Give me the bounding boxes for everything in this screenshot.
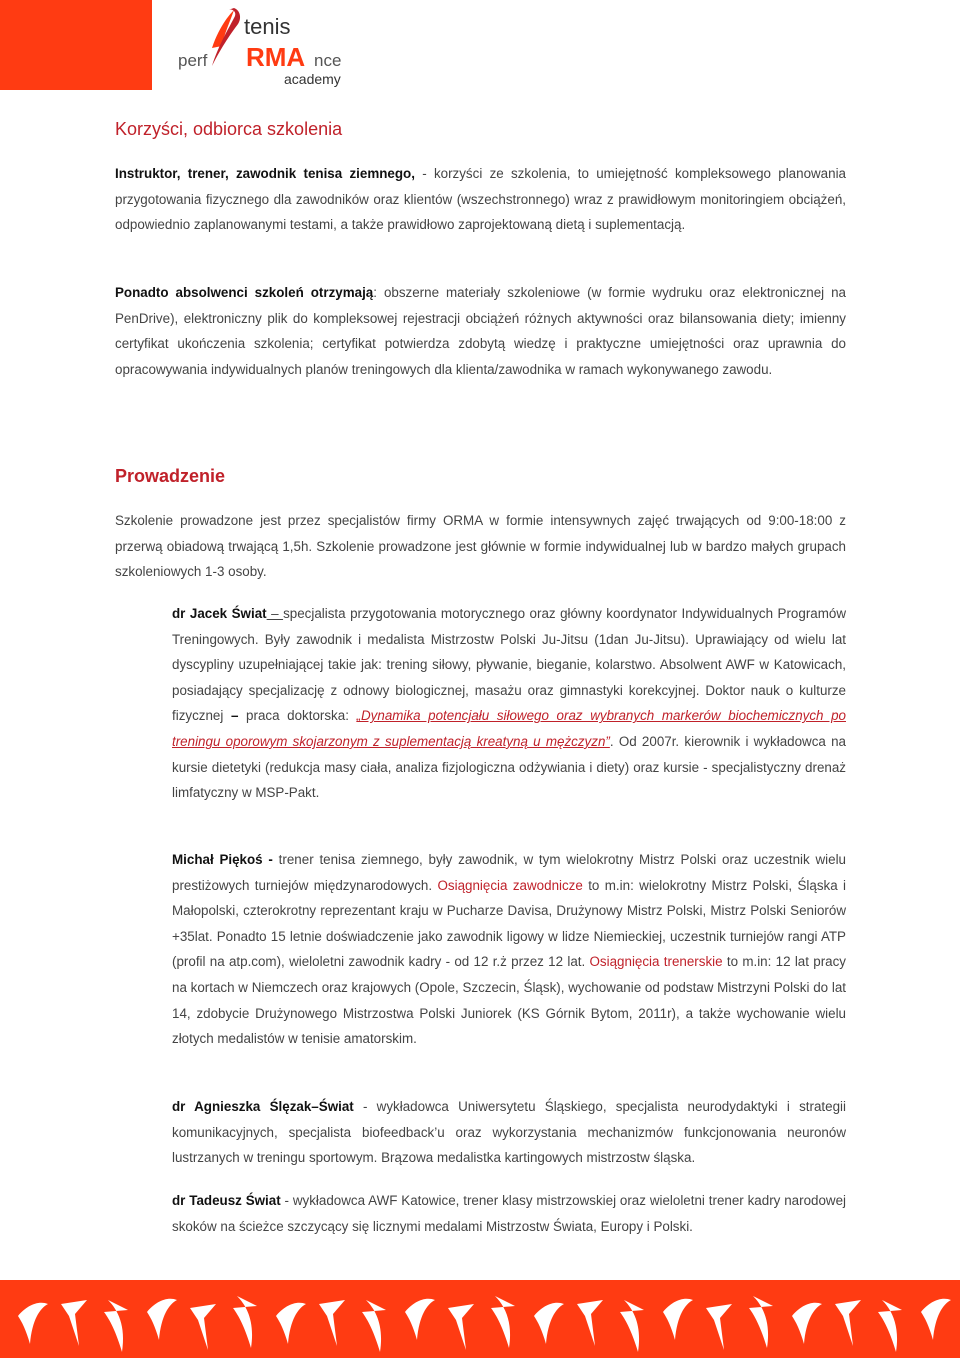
instructor-bio: trener tenisa ziemnego, były zawodnik, w tym wielokrotny Mistrz Polski oraz uczestnik wielu prestiżowych turniejów międzynarodowych. <box>172 852 846 893</box>
graduates-lead: Ponadto absolwenci szkoleń otrzymają <box>115 285 374 300</box>
footer-figure-icon <box>233 1296 257 1348</box>
graduates-text: : obszerne materiały szkoleniowe (w formie wydruku oraz elektronicznej na PenDrive), elektroniczny plik do kompleksowej rejestracji obciążeń różnych aktywności oraz bilansowania diety; imienny certyfikat ukończenia szkolenia; certyfikat potwierdza zdobytą wiedzę i praktyczne umiejętności oraz uprawnia do opracowywania indywidualnych planów treningowych dla klienta/zawodnika w ramach wykonywanego zawodu. <box>115 285 846 377</box>
thesis-title: „Dynamika potencjału siłowego oraz wybranych markerów biochemicznych po treningu oporowym skojarzonym z suplementacją kreatyną u mężczyzn” <box>172 708 846 749</box>
logo-academy-text: academy <box>284 71 341 87</box>
footer-figure-icon <box>706 1304 732 1350</box>
section-title-benefits: Korzyści, odbiorca szkolenia <box>115 119 343 139</box>
footer-figure-icon <box>620 1300 644 1352</box>
benefits-paragraph <box>115 161 846 238</box>
achievements-coach-label: Osiągnięcia trenerskie <box>589 954 723 970</box>
instructor-bio: specjalista przygotowania motorycznego oraz główny koordynator Indywidualnych Programów Treningowych. Były zawodnik i medalista Mistrzostw Polski Ju-Jitsu (1dan Ju-Jitsu). Uprawiający od wielu lat dyscypliny uzupełniającej takie jak: trening siłowy, pływanie, bieganie, kolarstwo. Absolwent AWF w Katowicach, posiadający specjalizację z odnowy biologicznej, masażu oraz gimnastyki korekcyjnej. Doktor nauk o kulturze fizycznej <box>172 606 846 724</box>
logo-tenis-text: tenis <box>244 14 291 39</box>
instructor-name: dr Agnieszka Ślęzak–Świat <box>172 1099 354 1114</box>
graduates-paragraph <box>115 280 846 382</box>
instructor-agnieszka-slezak-swiat <box>172 1094 846 1171</box>
footer-figure-icon <box>319 1300 345 1346</box>
header-color-block <box>0 0 152 90</box>
footer-figure-icon <box>792 1303 822 1344</box>
logo-nce-text: nce <box>314 51 342 70</box>
logo-perf-text: perf <box>178 51 208 70</box>
instructor-name: Michał Piękoś - <box>172 852 273 867</box>
footer-figure-icon <box>362 1300 386 1352</box>
instructor-bio: - wykładowca AWF Katowice, trener klasy mistrzowskiej oraz wieloletni trener kadry narodowej skoków na ścieżce szczycący się licznymi medalami Mistrzostw Świata, Europy i Polski. <box>172 1193 846 1234</box>
instructor-michal-piekos <box>172 847 846 1052</box>
section-title-lead: Prowadzenie <box>115 466 226 486</box>
footer-figure-icon <box>491 1296 515 1348</box>
footer-figure-icon <box>878 1300 902 1352</box>
instructor-name: dr Tadeusz Świat <box>172 1193 281 1208</box>
instructor-bio-2: praca doktorska: <box>238 708 357 724</box>
footer-decorative-band <box>0 1280 960 1358</box>
footer-figure-icon <box>147 1299 177 1340</box>
instructor-name: dr Jacek Świat <box>172 606 267 621</box>
footer-figure-icon <box>104 1300 128 1352</box>
footer-figure-icon <box>276 1303 306 1344</box>
instructor-dash-2: – <box>230 708 239 724</box>
footer-figure-icon <box>835 1300 861 1346</box>
footer-figure-icon <box>749 1296 773 1348</box>
orma-academy-logo <box>172 6 372 90</box>
instructor-bio-3: to m.in: 12 lat pracy na kortach w Niemczech oraz krajowych (Opole, Szczecin, Śląsk), wychowanie od podstaw Mistrzyni Polski do lat 14, zdobycie Drużynowego Mistrzostwa Polski Juniorek (KS Górnik Bytom, 2011r), a także wychowanie wielu złotych medalistów w tenisie amatorskim. <box>172 954 847 1047</box>
lead-intro-paragraph: Szkolenie prowadzone jest przez specjalistów firmy ORMA w formie intensywnych zajęć trwających od 9:00-18:00 z przerwą obiadową trwającą 1,5h. Szkolenie prowadzone jest głównie w formie indywidualnej lub w bardzo małych grupach szkoleniowych 1-3 osoby. <box>115 513 846 580</box>
footer-figure-icon <box>663 1299 693 1340</box>
instructor-bio: - wykładowca Uniwersytetu Śląskiego, specjalista neurodydaktyki i strategii komunikacyjnych, specjalista biofeedback’u oraz wykorzystania mechanizmów funkcjonowania neuronów lustrzanych w treningu sportowym. Brązowa medalistka kartingowych mistrzostw śląska. <box>172 1099 846 1166</box>
footer-figure-icon <box>61 1300 87 1346</box>
instructor-jacek-swiat <box>172 601 846 806</box>
logo-player-icon <box>212 8 240 66</box>
footer-figures <box>0 1280 960 1358</box>
footer-figure-icon <box>577 1300 603 1346</box>
footer-figure-icon <box>534 1303 564 1344</box>
footer-figure-icon <box>405 1299 435 1340</box>
footer-figure-icon <box>921 1299 951 1340</box>
footer-figure-icon <box>18 1303 48 1344</box>
achievements-player-label: Osiągnięcia zawodnicze <box>437 877 583 893</box>
benefits-text: - korzyści ze szkolenia, to umiejętność kompleksowego planowania przygotowania fizycznego dla zawodników oraz klientów (wszechstronnego) wraz z prawidłowym monitoringiem obciążeń, odpowiednio zaplanowanymi testami, a także prawidłowo zaprojektowaną dietą i suplementacją. <box>115 166 846 233</box>
footer-figure-icon <box>448 1304 474 1350</box>
benefits-audience: Instruktor, trener, zawodnik tenisa ziemnego, <box>115 166 415 181</box>
instructor-tadeusz-swiat <box>172 1188 846 1239</box>
footer-figure-icon <box>190 1304 216 1350</box>
instructor-dash: – <box>266 606 284 621</box>
instructor-bio-3: . Od 2007r. kierownik i wykładowca na kursie dietetyki (redukcja masy ciała, analiza fizjologiczna odżywiania i diety) oraz kursie - specjalistyczny drenaż limfatyczny w MSP-Pakt. <box>172 733 846 801</box>
logo-rma-text: RMA <box>246 42 306 72</box>
instructor-bio-2: to m.in: wielokrotny Mistrz Polski, Śląska i Małopolski, czterokrotny reprezentant kraju w Pucharze Davisa, Drużynowy Mistrz Polski, Mistrz Polski Seniorów +35lat. Ponadto 15 letnie doświadczenie jako zawodnik ligowy w lidze Niemieckiej, uczestnik turniejów rangi ATP (profil na atp.com), wieloletni zawodnik kadry - od 12 r.ż przez 12 lat. <box>172 877 847 970</box>
